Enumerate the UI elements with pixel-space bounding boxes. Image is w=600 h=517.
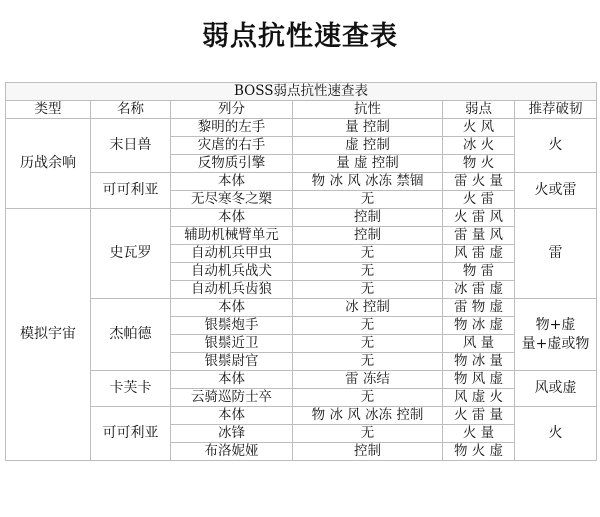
resistance-cell: 控制 (293, 227, 443, 245)
page-title: 弱点抗性速查表 (202, 21, 398, 52)
part-cell: 本体 (171, 299, 293, 317)
part-cell: 冰锋 (171, 425, 293, 443)
recommended-cell: 物+虚 量+虚或物 (515, 299, 597, 371)
weakness-cell: 雷 量 风 (443, 227, 515, 245)
part-cell: 布洛妮娅 (171, 443, 293, 461)
weakness-cell: 火 风 (443, 119, 515, 137)
part-cell: 银鬃尉官 (171, 353, 293, 371)
weakness-cell: 物 火 (443, 155, 515, 173)
weakness-cell: 火 雷 (443, 191, 515, 209)
resistance-cell: 无 (293, 317, 443, 335)
resistance-cell: 无 (293, 425, 443, 443)
weakness-cell: 风 量 (443, 335, 515, 353)
resistance-cell: 雷 冻结 (293, 371, 443, 389)
resistance-cell: 无 (293, 263, 443, 281)
table-caption: BOSS弱点抗性速查表 (6, 83, 597, 101)
boss-name-cell: 杰帕德 (91, 299, 171, 371)
weakness-cell: 雷 物 虚 (443, 299, 515, 317)
category-cell: 模拟宇宙 (6, 209, 91, 461)
category-cell: 历战余响 (6, 119, 91, 209)
part-cell: 银鬃炮手 (171, 317, 293, 335)
weakness-cell: 风 虚 火 (443, 389, 515, 407)
resistance-cell: 虚 控制 (293, 137, 443, 155)
weakness-cell: 火 雷 风 (443, 209, 515, 227)
weakness-cell: 物 火 虚 (443, 443, 515, 461)
table-row (6, 119, 597, 137)
weakness-cell: 物 风 虚 (443, 371, 515, 389)
part-cell: 灾虐的右手 (171, 137, 293, 155)
resistance-cell: 物 冰 风 冰冻 禁锢 (293, 173, 443, 191)
resistance-cell: 量 虚 控制 (293, 155, 443, 173)
table-row (6, 209, 597, 227)
table-row (6, 173, 597, 191)
part-cell: 自动机兵甲虫 (171, 245, 293, 263)
column-header-type: 类型 (6, 101, 91, 119)
part-cell: 反物质引擎 (171, 155, 293, 173)
resistance-cell: 无 (293, 191, 443, 209)
part-cell: 辅助机械臂单元 (171, 227, 293, 245)
column-header-resistance: 抗性 (293, 101, 443, 119)
part-cell: 本体 (171, 209, 293, 227)
part-cell: 黎明的左手 (171, 119, 293, 137)
column-header-name: 名称 (91, 101, 171, 119)
weakness-cell: 火 雷 量 (443, 407, 515, 425)
resistance-cell: 无 (293, 245, 443, 263)
resistance-cell: 无 (293, 335, 443, 353)
part-cell: 自动机兵战犬 (171, 263, 293, 281)
weakness-cell: 冰 雷 虚 (443, 281, 515, 299)
part-cell: 本体 (171, 371, 293, 389)
part-cell: 自动机兵齿狼 (171, 281, 293, 299)
part-cell: 无尽寒冬之槊 (171, 191, 293, 209)
table-header-row (6, 101, 597, 119)
boss-name-cell: 末日兽 (91, 119, 171, 173)
resistance-cell: 控制 (293, 443, 443, 461)
part-cell: 本体 (171, 173, 293, 191)
resistance-cell: 物 冰 风 冰冻 控制 (293, 407, 443, 425)
table-caption-row (6, 83, 597, 101)
resistance-cell: 无 (293, 389, 443, 407)
weakness-cell: 物 冰 量 (443, 353, 515, 371)
column-header-recommended: 推荐破韧 (515, 101, 597, 119)
resistance-cell: 控制 (293, 209, 443, 227)
weakness-cell: 火 量 (443, 425, 515, 443)
boss-name-cell: 卡芙卡 (91, 371, 171, 407)
part-cell: 云骑巡防士卒 (171, 389, 293, 407)
recommended-cell: 火 (515, 407, 597, 461)
weakness-resistance-table (5, 82, 597, 461)
resistance-cell: 冰 控制 (293, 299, 443, 317)
weakness-cell: 物 冰 虚 (443, 317, 515, 335)
column-header-weakness: 弱点 (443, 101, 515, 119)
weakness-cell: 风 雷 虚 (443, 245, 515, 263)
recommended-cell: 火 (515, 119, 597, 173)
table-row (6, 299, 597, 317)
boss-name-cell: 史瓦罗 (91, 209, 171, 299)
column-header-part: 列分 (171, 101, 293, 119)
part-cell: 本体 (171, 407, 293, 425)
part-cell: 银鬃近卫 (171, 335, 293, 353)
recommended-cell: 火或雷 (515, 173, 597, 209)
table-row (6, 371, 597, 389)
recommended-cell: 风或虚 (515, 371, 597, 407)
weakness-cell: 冰 火 (443, 137, 515, 155)
weakness-cell: 雷 火 量 (443, 173, 515, 191)
weakness-cell: 物 雷 (443, 263, 515, 281)
resistance-cell: 量 控制 (293, 119, 443, 137)
boss-name-cell: 可可利亚 (91, 173, 171, 209)
boss-name-cell: 可可利亚 (91, 407, 171, 461)
table-row (6, 407, 597, 425)
resistance-cell: 无 (293, 353, 443, 371)
resistance-cell: 无 (293, 281, 443, 299)
recommended-cell: 雷 (515, 209, 597, 299)
